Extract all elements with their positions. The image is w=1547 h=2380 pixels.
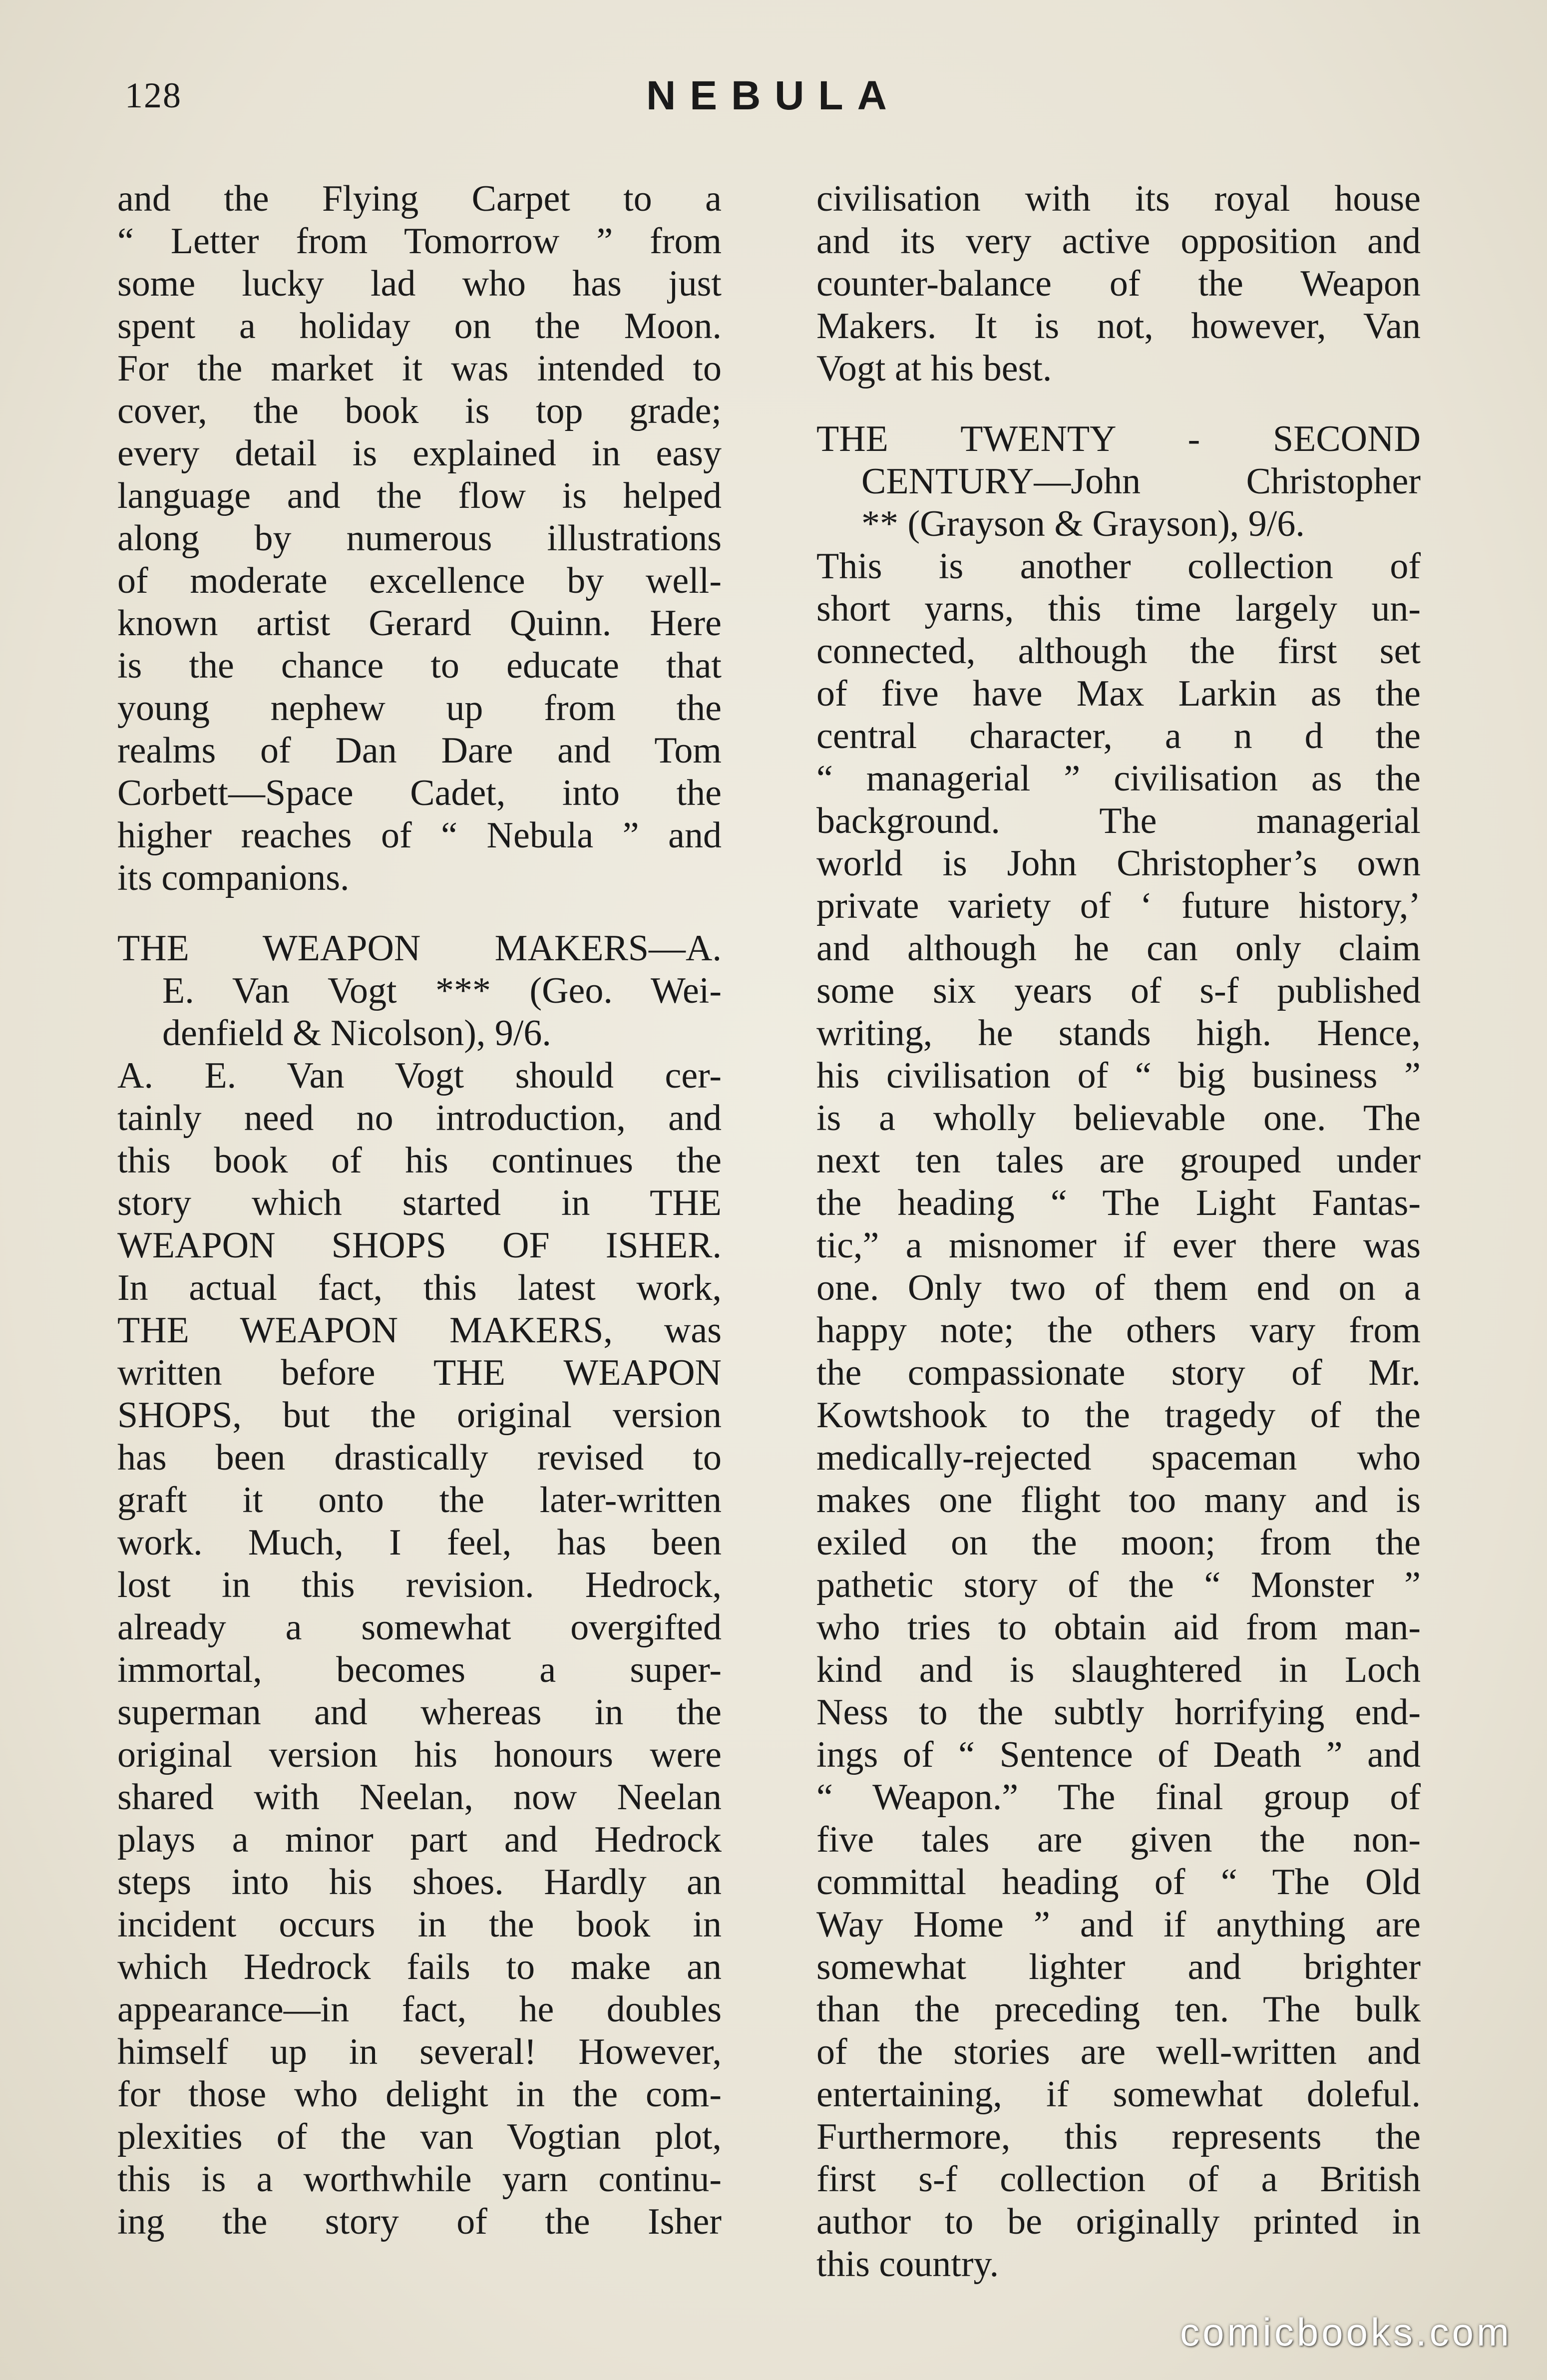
right-column (816, 178, 1421, 2286)
text-line: written before THE WEAPON (117, 1352, 722, 1393)
text-line: E. Van Vogt *** (Geo. Wei- (162, 970, 722, 1011)
text-line: background. The managerial (816, 800, 1421, 841)
text-line: himself up in several! However, (117, 2031, 722, 2072)
text-line: immortal, becomes a super- (117, 1649, 722, 1690)
text-line: THE WEAPON MAKERS, was (117, 1310, 722, 1351)
text-line: for those who delight in the com- (117, 2074, 722, 2115)
text-line: this country. (816, 2244, 999, 2285)
text-line: cover, the book is top grade; (117, 391, 722, 431)
text-line: higher reaches of “ Nebula ” and (117, 815, 722, 856)
text-line: counter-balance of the Weapon (816, 263, 1421, 304)
left-review-heading (117, 927, 722, 1055)
text-line: shared with Neelan, now Neelan (117, 1777, 722, 1818)
text-line: civilisation with its royal house (816, 178, 1421, 219)
text-line: In actual fact, this latest work, (117, 1267, 722, 1308)
text-line: world is John Christopher’s own (816, 843, 1421, 884)
text-line: one. Only two of them end on a (816, 1267, 1421, 1308)
text-line: spent a holiday on the Moon. (117, 306, 722, 347)
text-line: and the Flying Carpet to a (117, 178, 722, 219)
watermark: comicbooks.com (1180, 2310, 1512, 2354)
text-line: of five have Max Larkin as the (816, 673, 1421, 714)
text-line: graft it onto the later-written (117, 1480, 722, 1521)
text-line: of moderate excellence by well- (117, 560, 722, 601)
text-line: “ Weapon.” The final group of (816, 1777, 1421, 1818)
text-line: THE TWENTY - SECOND (816, 418, 1421, 459)
text-line: tainly need no introduction, and (117, 1098, 722, 1139)
text-line: happy note; the others vary from (816, 1310, 1421, 1351)
text-line: short yarns, this time largely un- (816, 588, 1421, 629)
left-paragraph-1 (117, 178, 722, 899)
text-line: denfield & Nicolson), 9/6. (162, 1013, 551, 1054)
text-line: Makers. It is not, however, Van (816, 306, 1421, 347)
left-column (117, 178, 722, 2243)
text-line: private variety of ‘ future history,’ (816, 885, 1421, 926)
text-line: the compassionate story of Mr. (816, 1352, 1421, 1393)
text-line: “ Letter from Tomorrow ” from (117, 221, 722, 262)
text-line: work. Much, I feel, has been (117, 1522, 722, 1563)
text-line: next ten tales are grouped under (816, 1140, 1421, 1181)
text-line: SHOPS, but the original version (117, 1395, 722, 1436)
text-line: “ managerial ” civilisation as the (816, 758, 1421, 799)
text-line: author to be originally printed in (816, 2201, 1421, 2242)
text-line: incident occurs in the book in (117, 1904, 722, 1945)
text-line: committal heading of “ The Old (816, 1862, 1421, 1903)
text-line: original version his honours were (117, 1734, 722, 1775)
text-line: This is another collection of (816, 546, 1421, 587)
text-line: known artist Gerard Quinn. Here (117, 603, 722, 644)
text-line: THE WEAPON MAKERS—A. (117, 928, 722, 969)
text-line: young nephew up from the (117, 688, 722, 729)
text-line: CENTURY—John Christopher (861, 461, 1421, 502)
text-line: along by numerous illustrations (117, 518, 722, 559)
text-line: some six years of s-f published (816, 970, 1421, 1011)
text-line: story which started in THE (117, 1183, 722, 1223)
text-line: Vogt at his best. (816, 348, 1052, 389)
text-line: Corbett—Space Cadet, into the (117, 773, 722, 813)
text-line: appearance—in fact, he doubles (117, 1989, 722, 2030)
text-line: plexities of the van Vogtian plot, (117, 2116, 722, 2157)
text-line: makes one flight too many and is (816, 1480, 1421, 1521)
text-line: is a wholly believable one. The (816, 1098, 1421, 1139)
text-line: WEAPON SHOPS OF ISHER. (117, 1225, 722, 1266)
text-line: Kowtshook to the tragedy of the (816, 1395, 1421, 1436)
text-line: ings of “ Sentence of Death ” and (816, 1734, 1421, 1775)
text-line: the heading “ The Light Fantas- (816, 1183, 1421, 1223)
text-line: its companions. (117, 857, 350, 898)
text-line: writing, he stands high. Hence, (816, 1013, 1421, 1054)
text-line: every detail is explained in easy (117, 433, 722, 474)
text-line: of the stories are well-written and (816, 2031, 1421, 2072)
text-line: this book of his continues the (117, 1140, 722, 1181)
text-line: exiled on the moon; from the (816, 1522, 1421, 1563)
text-line: steps into his shoes. Hardly an (117, 1862, 722, 1903)
text-line: some lucky lad who has just (117, 263, 722, 304)
text-line: plays a minor part and Hedrock (117, 1819, 722, 1860)
text-line: entertaining, if somewhat doleful. (816, 2074, 1421, 2115)
text-line: who tries to obtain aid from man- (816, 1607, 1421, 1648)
text-line: his civilisation of “ big business ” (816, 1055, 1421, 1096)
text-line: realms of Dan Dare and Tom (117, 730, 722, 771)
left-paragraph-2 (117, 1055, 722, 2243)
text-line: central character, a n d the (816, 716, 1421, 757)
text-line: ing the story of the Isher (117, 2201, 722, 2242)
text-line: Furthermore, this represents the (816, 2116, 1421, 2157)
text-line: is the chance to educate that (117, 645, 722, 686)
text-line: lost in this revision. Hedrock, (117, 1565, 722, 1605)
text-line: tic,” a misnomer if ever there was (816, 1225, 1421, 1266)
text-line: language and the flow is helped (117, 475, 722, 516)
text-line: than the preceding ten. The bulk (816, 1989, 1421, 2030)
text-line: Way Home ” and if anything are (816, 1904, 1421, 1945)
text-line: kind and is slaughtered in Loch (816, 1649, 1421, 1690)
text-line: first s-f collection of a British (816, 2159, 1421, 2200)
page-number: 128 (125, 75, 182, 115)
right-review-heading (816, 418, 1421, 545)
text-line: superman and whereas in the (117, 1692, 722, 1733)
right-paragraph-2 (816, 545, 1421, 2286)
text-line: somewhat lighter and brighter (816, 1947, 1421, 1987)
text-line: pathetic story of the “ Monster ” (816, 1565, 1421, 1605)
right-paragraph-1 (816, 178, 1421, 390)
text-line: has been drastically revised to (117, 1437, 722, 1478)
text-line: five tales are given the non- (816, 1819, 1421, 1860)
text-line: and although he can only claim (816, 928, 1421, 969)
text-line: Ness to the subtly horrifying end- (816, 1692, 1421, 1733)
text-line: medically-rejected spaceman who (816, 1437, 1421, 1478)
text-line: which Hedrock fails to make an (117, 1947, 722, 1987)
running-head: NEBULA (646, 73, 901, 118)
text-line: connected, although the first set (816, 631, 1421, 672)
text-line: ** (Grayson & Grayson), 9/6. (861, 503, 1305, 544)
text-line: For the market it was intended to (117, 348, 722, 389)
text-line: already a somewhat overgifted (117, 1607, 722, 1648)
text-line: A. E. Van Vogt should cer- (117, 1055, 722, 1096)
text-line: this is a worthwhile yarn continu- (117, 2159, 722, 2200)
text-line: and its very active opposition and (816, 221, 1421, 262)
